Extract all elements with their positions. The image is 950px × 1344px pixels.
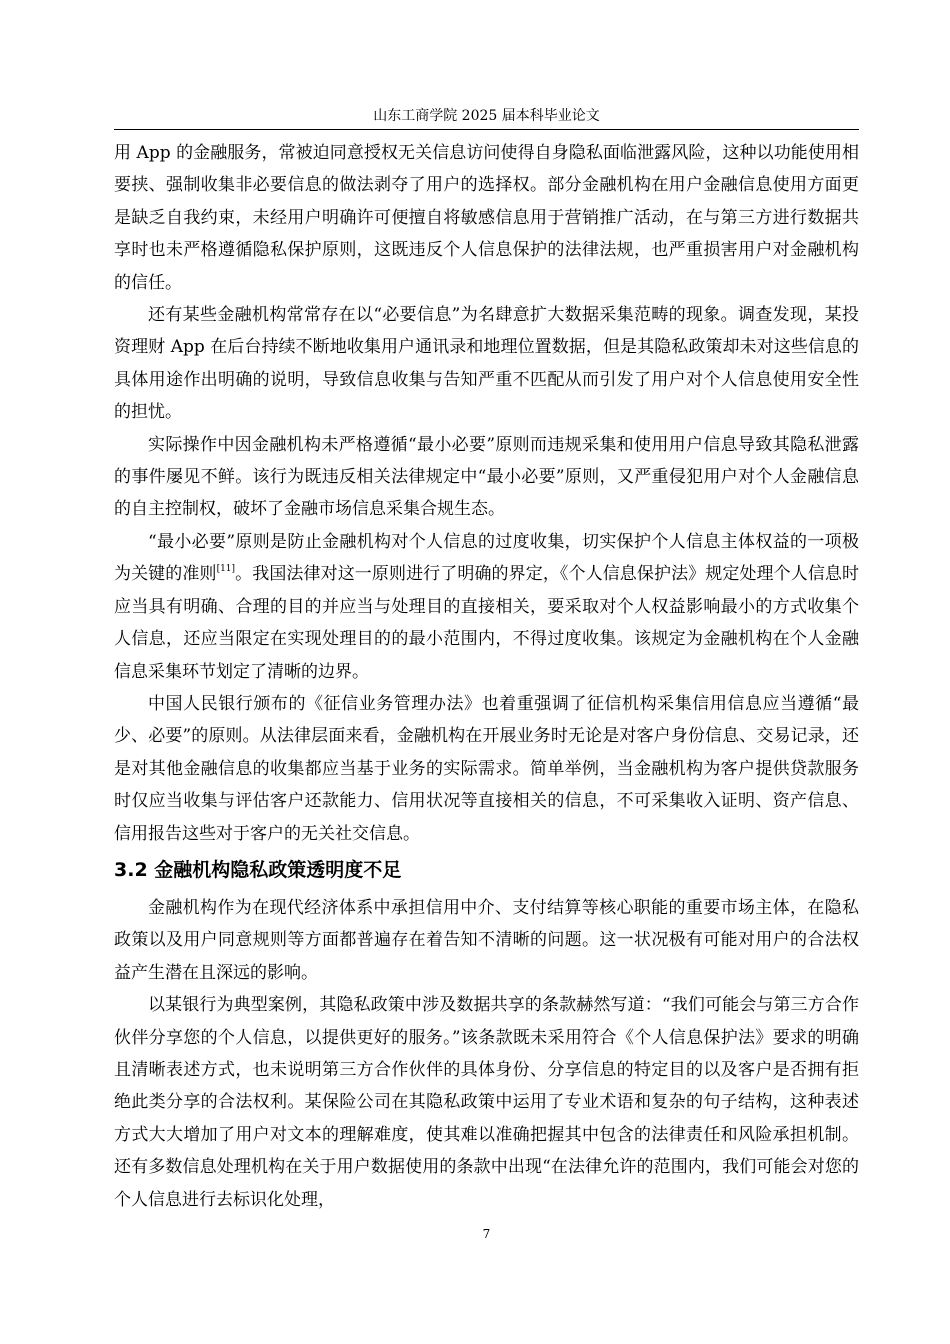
paragraph-5: 中国人民银行颁布的《征信业务管理办法》也着重强调了征信机构采集信用信息应当遵循“最少、必要”的原则。从法律层面来看，金融机构在开展业务时无论是对客户身份信息、交易记录，还是对其他金融信息的收集都应当基于业务的实际需求。简单举例，当金融机构为客户提供贷款服务时仅应当收集与评估客户还款能力、信用状况等直接相关的信息，不可采集收入证明、资产信息、信用报告这些对于客户的无关社交信息。 <box>114 693 859 844</box>
running-header: 山东工商学院 2025 届本科毕业论文 <box>373 108 600 124</box>
body-text <box>114 137 859 1216</box>
paragraph-4-part-2: 。我国法律对这一原则进行了明确的界定，《个人信息保护法》规定处理个人信息时应当具有明确、合理的目的并应当与处理目的直接相关，要采取对个人权益影响最小的方式收集个人信息，还应当限定在实现处理目的的最小范围内，不得过度收集。该规定为金融机构在个人金融信息采集环节划定了清晰的边界。 <box>114 564 860 682</box>
paragraph-4 <box>114 526 859 688</box>
paragraph-2: 还有某些金融机构常常存在以“必要信息”为名肆意扩大数据采集范畴的现象。调查发现，某投资理财 App 在后台持续不断地收集用户通讯录和地理位置数据，但是其隐私政策却未对这些信息的具体用途作出明确的说明，导致信息收集与告知严重不匹配从而引发了用户对个人信息使用安全性的担忧。 <box>114 305 859 423</box>
paragraph-7: 以某银行为典型案例，其隐私政策中涉及数据共享的条款赫然写道：“我们可能会与第三方合作伙伴分享您的个人信息，以提供更好的服务。”该条款既未采用符合《个人信息保护法》要求的明确且清晰表述方式，也未说明第三方合作伙伴的具体身份、分享信息的特定目的以及客户是否拥有拒绝此类分享的合法权利。某保险公司在其隐私政策中运用了专业术语和复杂的句子结构，这种表述方式大大增加了用户对文本的理解难度，使其难以准确把握其中包含的法律责任和风险承担机制。还有多数信息处理机构在关于用户数据使用的条款中出现“在法律允许的范围内，我们可能会对您的个人信息进行去标识化处理， <box>114 995 859 1210</box>
header-rule <box>114 129 859 130</box>
citation-reference[interactable]: [11] <box>216 564 236 575</box>
page-number: 7 <box>482 1227 491 1241</box>
paragraph-4-part-1: “最小必要”原则是防止金融机构对个人信息的过度收集，切实保护个人信息主体权益的一项极为关键的准则 <box>114 531 859 585</box>
paragraph-3: 实际操作中因金融机构未严格遵循“最小必要”原则而违规采集和使用用户信息导致其隐私泄露的事件屡见不鲜。该行为既违反相关法律规定中“最小必要”原则，又严重侵犯用户对个人金融信息的自主控制权，破坏了金融市场信息采集合规生态。 <box>114 434 859 520</box>
paragraph-1: 用 App 的金融服务，常被迫同意授权无关信息访问使得自身隐私面临泄露风险，这种以功能使用相要挟、强制收集非必要信息的做法剥夺了用户的选择权。部分金融机构在用户金融信息使用方面更是缺乏自我约束，未经用户明确许可便擅自将敏感信息用于营销推广活动，在与第三方进行数据共享时也未严格遵循隐私保护原则，这既违反个人信息保护的法律法规，也严重损害用户对金融机构的信任。 <box>114 143 859 293</box>
paragraph-6: 金融机构作为在现代经济体系中承担信用中介、支付结算等核心职能的重要市场主体，在隐私政策以及用户同意规则等方面都普遍存在着告知不清晰的问题。这一状况极有可能对用户的合法权益产生潜在且深远的影响。 <box>114 897 859 983</box>
section-heading: 3.2 金融机构隐私政策透明度不足 <box>114 858 402 881</box>
